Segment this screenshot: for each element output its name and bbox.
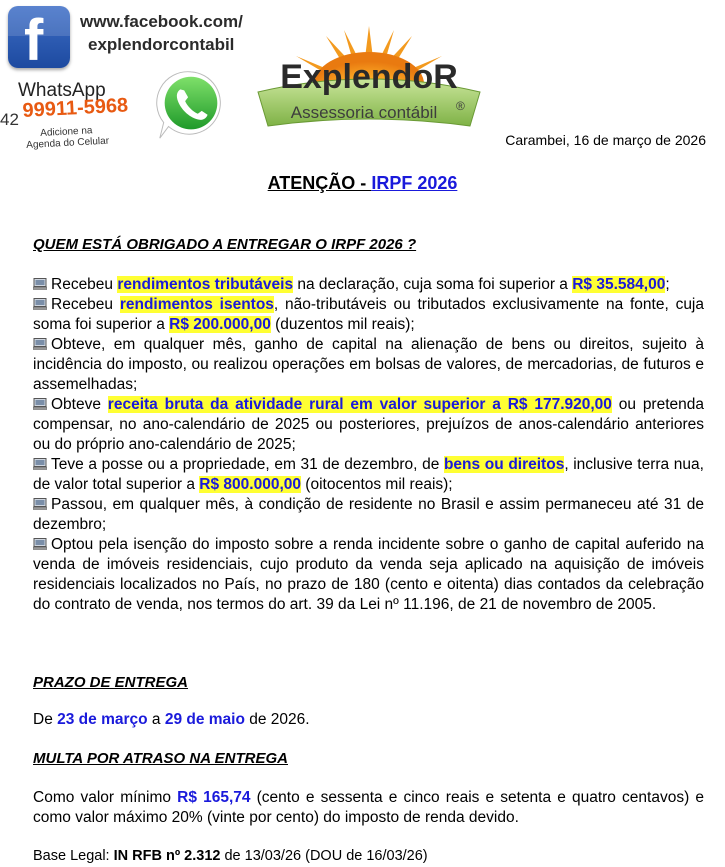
section-heading-multa: MULTA POR ATRASO NA ENTREGA [33,750,288,767]
list-item: Passou, em qualquer mês, à condição de residente no Brasil e assim permaneceu até 31 de dezembro; [33,496,704,533]
whatsapp-area-code: 42 [0,110,19,129]
prazo-text: De 23 de março a 29 de maio de 2026. [33,711,310,728]
svg-text:Assessoria contábil: Assessoria contábil [290,103,438,122]
section-heading-prazo: PRAZO DE ENTREGA [33,674,189,691]
computer-bullet-icon [33,458,47,470]
computer-bullet-icon [33,398,47,410]
whatsapp-number: 99911-5968 [22,94,129,122]
facebook-url-line2: explendorcontabil [88,35,235,54]
computer-bullet-icon [33,298,47,310]
list-item: Optou pela isenção do imposto sobre a renda incidente sobre o ganho de capital auferido na venda de imóveis residenciais, cujo produto da venda seja aplicado na aquisição de imóveis residenciais localizados no País, no prazo de 180 (cento e oitenta) dias contados da celebração do contrato de venda, nos termos do art. 39 da Lei nº 11.196, de 21 de novembro de 2005. [33,536,704,613]
title-irpf: IRPF 2026 [371,173,458,193]
whatsapp-note-line1: Adicione na [40,125,93,139]
base-legal: Base Legal: IN RFB nº 2.312 de 13/03/26 (DOU de 16/03/26) [33,848,428,864]
page-title [0,173,725,194]
svg-text:ExplendoR: ExplendoR [280,58,458,96]
svg-text:®: ® [456,99,465,113]
multa-text: Como valor mínimo R$ 165,74 (cento e sessenta e cinco reais e setenta e quatro centavos) e como valor máximo 20% (vinte por cento) do imposto de renda devido. [33,789,705,826]
brand-sun-logo-icon [256,26,482,138]
prazo-start-date: 23 de março [57,711,148,728]
section-heading-obrigado: QUEM ESTÁ OBRIGADO A ENTREGAR O IRPF 2026 ? [33,236,417,253]
facebook-logo-icon: f [8,6,70,68]
base-legal-norm: IN RFB nº 2.312 [113,848,221,864]
obligation-list [33,275,704,615]
list-item: Recebeu rendimentos isentos, não-tributáveis ou tributados exclusivamente na fonte, cuja soma foi superior a R$ 200.000,00 (duzentos mil reais); [33,296,704,333]
computer-bullet-icon [33,498,47,510]
computer-bullet-icon [33,538,47,550]
facebook-url-line1: www.facebook.com/ [80,12,243,31]
computer-bullet-icon [33,338,47,350]
title-prefix: ATENÇÃO - [267,173,372,193]
list-item: Teve a posse ou a propriedade, em 31 de dezembro, de bens ou direitos, inclusive terra nua, de valor total superior a R$ 800.000,00 (oitocentos mil reais); [33,456,704,493]
whatsapp-label: WhatsApp [18,80,106,101]
whatsapp-note-line2: Agenda do Celular [26,135,110,151]
multa-amount: R$ 165,74 [177,789,251,806]
list-item: Obteve receita bruta da atividade rural em valor superior a R$ 177.920,00 ou pretenda compensar, no ano-calendário de 2025 ou posteriores, prejuízos de anos-calendário anteriores ou do próprio ano-calendário de 2025; [33,396,705,453]
computer-bullet-icon [33,278,47,290]
list-item: Obteve, em qualquer mês, ganho de capital na alienação de bens ou direitos, sujeito à incidência do imposto, ou realizou operações em bolsas de valores, de mercadorias, de futuros e assemelhadas; [33,336,704,393]
whatsapp-icon [152,66,230,144]
document-date: Carambei, 16 de março de 2026 [505,132,706,148]
list-item: Recebeu rendimentos tributáveis na declaração, cuja soma foi superior a R$ 35.584,00; [33,275,704,295]
prazo-end-date: 29 de maio [164,711,245,728]
